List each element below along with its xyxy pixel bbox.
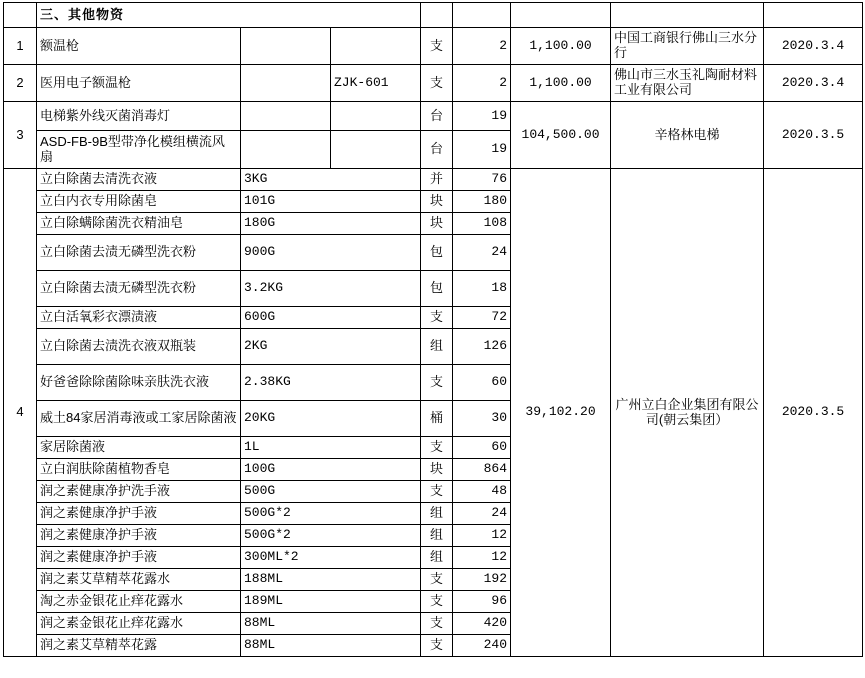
- cell-qty[interactable]: 240: [453, 635, 511, 657]
- cell-amount[interactable]: 39,102.20: [511, 169, 611, 657]
- cell-name[interactable]: 润之素艾草精萃花露水: [37, 569, 241, 591]
- cell-supplier[interactable]: [611, 3, 764, 28]
- cell-name[interactable]: 立白内衣专用除菌皂: [37, 191, 241, 213]
- cell-qty[interactable]: 19: [453, 131, 511, 169]
- cell-spec[interactable]: 500G*2: [241, 525, 421, 547]
- cell-qty[interactable]: 24: [453, 235, 511, 271]
- cell-name[interactable]: 润之素金银花止痒花露水: [37, 613, 241, 635]
- cell-name[interactable]: 润之素艾草精萃花露: [37, 635, 241, 657]
- cell-spec[interactable]: 88ML: [241, 613, 421, 635]
- cell-name[interactable]: 医用电子额温枪: [37, 65, 241, 102]
- cell-spec[interactable]: 3KG: [241, 169, 421, 191]
- cell-no[interactable]: 1: [4, 28, 37, 65]
- cell-spec[interactable]: 3.2KG: [241, 271, 421, 307]
- cell-qty[interactable]: 19: [453, 102, 511, 131]
- cell-unit[interactable]: 支: [421, 307, 453, 329]
- cell-name[interactable]: 额温枪: [37, 28, 241, 65]
- cell-spec[interactable]: [241, 28, 331, 65]
- cell-date[interactable]: 2020.3.4: [764, 28, 863, 65]
- table-body: [4, 3, 863, 657]
- cell-qty[interactable]: 12: [453, 547, 511, 569]
- cell-unit[interactable]: 支: [421, 28, 453, 65]
- cell-spec[interactable]: 500G: [241, 481, 421, 503]
- cell-spec[interactable]: 900G: [241, 235, 421, 271]
- cell-unit[interactable]: 桶: [421, 401, 453, 437]
- cell-spec[interactable]: 189ML: [241, 591, 421, 613]
- cell-spec[interactable]: 88ML: [241, 635, 421, 657]
- cell-name[interactable]: 淘之赤金银花止痒花露水: [37, 591, 241, 613]
- cell-name[interactable]: 威土84家居消毒液或工家居除菌液: [37, 401, 241, 437]
- cell-supplier[interactable]: 中国工商银行佛山三水分行: [611, 28, 764, 65]
- cell-qty[interactable]: 24: [453, 503, 511, 525]
- cell-spec[interactable]: [241, 131, 331, 169]
- cell-name[interactable]: 立白除菌去清洗衣液: [37, 169, 241, 191]
- cell-qty[interactable]: 72: [453, 307, 511, 329]
- cell-qty[interactable]: 2: [453, 65, 511, 102]
- cell-qty[interactable]: 48: [453, 481, 511, 503]
- cell-unit[interactable]: 包: [421, 235, 453, 271]
- cell-unit[interactable]: 组: [421, 525, 453, 547]
- cell-unit[interactable]: 台: [421, 102, 453, 131]
- cell-unit[interactable]: 组: [421, 329, 453, 365]
- cell-name[interactable]: 润之素健康净护洗手液: [37, 481, 241, 503]
- cell-spec[interactable]: 300ML*2: [241, 547, 421, 569]
- cell-unit[interactable]: 支: [421, 569, 453, 591]
- cell-qty[interactable]: 18: [453, 271, 511, 307]
- cell-name[interactable]: 润之素健康净护手液: [37, 525, 241, 547]
- cell-name[interactable]: 立白除菌去渍无磷型洗衣粉: [37, 235, 241, 271]
- cell-qty[interactable]: 30: [453, 401, 511, 437]
- cell-no[interactable]: 3: [4, 102, 37, 169]
- cell-qty[interactable]: 864: [453, 459, 511, 481]
- cell-spec[interactable]: 180G: [241, 213, 421, 235]
- cell-spec[interactable]: 500G*2: [241, 503, 421, 525]
- cell-unit[interactable]: 组: [421, 503, 453, 525]
- cell-unit[interactable]: [421, 3, 453, 28]
- cell-unit[interactable]: 支: [421, 365, 453, 401]
- procurement-table: [3, 2, 863, 657]
- cell-name[interactable]: 润之素健康净护手液: [37, 503, 241, 525]
- cell-amount[interactable]: 1,100.00: [511, 65, 611, 102]
- cell-spec-model[interactable]: [331, 131, 421, 169]
- cell-date[interactable]: 2020.3.5: [764, 169, 863, 657]
- cell-name[interactable]: 立白除螨除菌洗衣精油皂: [37, 213, 241, 235]
- cell-qty[interactable]: [453, 3, 511, 28]
- cell-unit[interactable]: 包: [421, 271, 453, 307]
- cell-name[interactable]: 润之素健康净护手液: [37, 547, 241, 569]
- cell-qty[interactable]: 180: [453, 191, 511, 213]
- cell-unit[interactable]: 支: [421, 437, 453, 459]
- cell-unit[interactable]: 支: [421, 481, 453, 503]
- cell-unit[interactable]: 块: [421, 213, 453, 235]
- cell-spec[interactable]: 2.38KG: [241, 365, 421, 401]
- cell-name[interactable]: 立白除菌去渍洗衣液双瓶装: [37, 329, 241, 365]
- cell-name[interactable]: 家居除菌液: [37, 437, 241, 459]
- cell-name[interactable]: 立白除菌去渍无磷型洗衣粉: [37, 271, 241, 307]
- cell-qty[interactable]: 12: [453, 525, 511, 547]
- cell-amount[interactable]: 104,500.00: [511, 102, 611, 169]
- cell-qty[interactable]: 76: [453, 169, 511, 191]
- cell-qty[interactable]: 420: [453, 613, 511, 635]
- cell-name[interactable]: 电梯紫外线灭菌消毒灯: [37, 102, 241, 131]
- cell-no[interactable]: 4: [4, 169, 37, 657]
- table-row[interactable]: [4, 169, 863, 191]
- cell-spec[interactable]: 2KG: [241, 329, 421, 365]
- cell-spec[interactable]: 101G: [241, 191, 421, 213]
- cell-unit[interactable]: 块: [421, 459, 453, 481]
- cell-qty[interactable]: 60: [453, 365, 511, 401]
- cell-name[interactable]: 立白润肤除菌植物香皂: [37, 459, 241, 481]
- cell-unit[interactable]: 支: [421, 635, 453, 657]
- cell-name[interactable]: 立白活氧彩衣漂渍液: [37, 307, 241, 329]
- cell-amount[interactable]: 1,100.00: [511, 28, 611, 65]
- cell-spec[interactable]: 188ML: [241, 569, 421, 591]
- cell-amount[interactable]: [511, 3, 611, 28]
- cell-spec-model[interactable]: [331, 102, 421, 131]
- cell-date[interactable]: [764, 3, 863, 28]
- cell-unit[interactable]: 支: [421, 591, 453, 613]
- cell-qty[interactable]: 192: [453, 569, 511, 591]
- section-title-row: [4, 3, 863, 28]
- cell-qty[interactable]: 2: [453, 28, 511, 65]
- cell-qty[interactable]: 108: [453, 213, 511, 235]
- cell-qty[interactable]: 96: [453, 591, 511, 613]
- cell-spec[interactable]: 100G: [241, 459, 421, 481]
- cell-spec[interactable]: 20KG: [241, 401, 421, 437]
- cell-unit[interactable]: 台: [421, 131, 453, 169]
- cell-name[interactable]: ASD-FB-9B型带净化模组横流风扇: [37, 131, 241, 169]
- cell-supplier[interactable]: 广州立白企业集团有限公司(朝云集团）: [611, 169, 764, 657]
- cell-name[interactable]: 好爸爸除除菌除味亲肤洗衣液: [37, 365, 241, 401]
- table-row[interactable]: [4, 65, 863, 102]
- cell-supplier[interactable]: 辛格林电梯: [611, 102, 764, 169]
- cell-unit[interactable]: 并: [421, 169, 453, 191]
- cell-no[interactable]: [4, 3, 37, 28]
- cell-spec-model[interactable]: ZJK-601: [331, 65, 421, 102]
- table-row[interactable]: [4, 102, 863, 131]
- section-title[interactable]: 三、其他物资: [37, 3, 421, 28]
- cell-no[interactable]: 2: [4, 65, 37, 102]
- cell-spec-model[interactable]: [331, 28, 421, 65]
- cell-qty[interactable]: 126: [453, 329, 511, 365]
- cell-unit[interactable]: 支: [421, 613, 453, 635]
- cell-spec[interactable]: 600G: [241, 307, 421, 329]
- cell-spec[interactable]: 1L: [241, 437, 421, 459]
- cell-unit[interactable]: 支: [421, 65, 453, 102]
- cell-unit[interactable]: 块: [421, 191, 453, 213]
- cell-qty[interactable]: 60: [453, 437, 511, 459]
- cell-date[interactable]: 2020.3.5: [764, 102, 863, 169]
- cell-date[interactable]: 2020.3.4: [764, 65, 863, 102]
- cell-supplier[interactable]: 佛山市三水玉礼陶耐材料工业有限公司: [611, 65, 764, 102]
- table-row[interactable]: [4, 28, 863, 65]
- cell-spec[interactable]: [241, 65, 331, 102]
- cell-spec[interactable]: [241, 102, 331, 131]
- cell-unit[interactable]: 组: [421, 547, 453, 569]
- spreadsheet-sheet: [0, 2, 865, 678]
